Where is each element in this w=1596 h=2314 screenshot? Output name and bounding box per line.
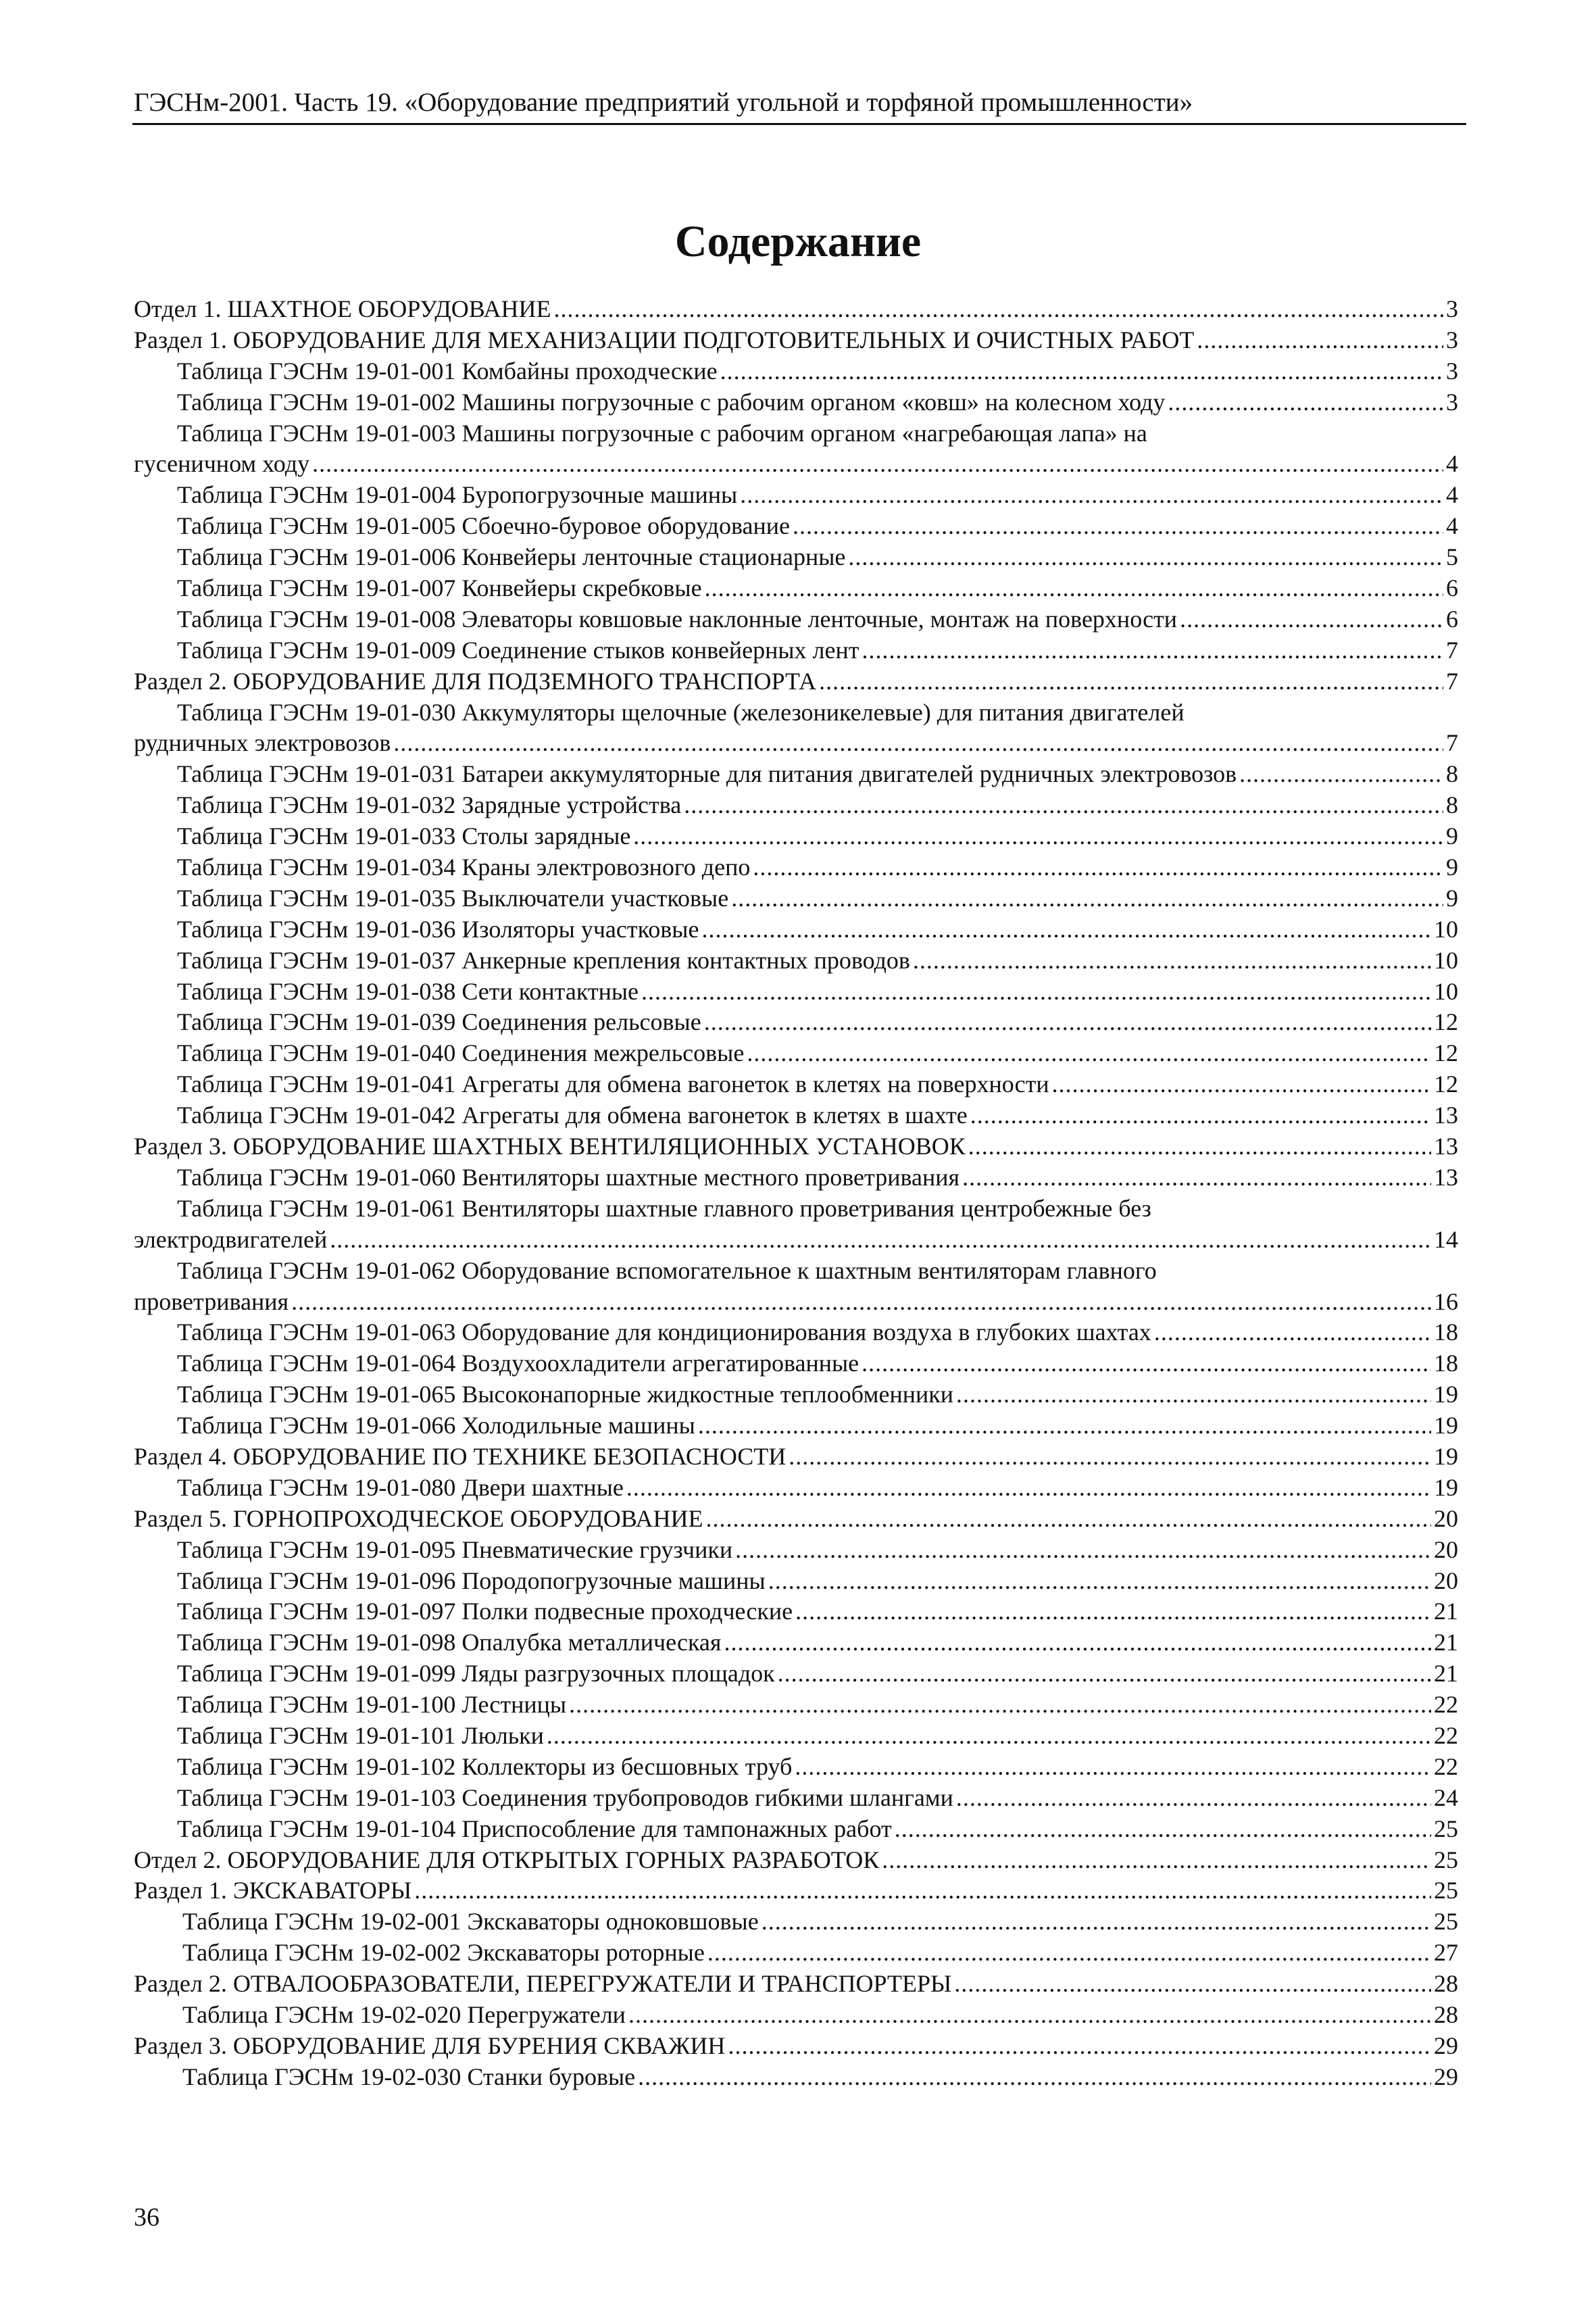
toc-entry (134, 2062, 1458, 2093)
toc-entry (134, 977, 1458, 1008)
toc-leader-dots (913, 945, 1431, 977)
toc-entry (134, 635, 1458, 666)
toc-leader-dots (707, 1938, 1431, 1969)
toc-entry (134, 573, 1458, 604)
toc-entry-page: 22 (1434, 1691, 1458, 1719)
toc-leader-dots (956, 1783, 1431, 1814)
toc-entry (134, 1658, 1458, 1690)
toc-entry-text: Таблица ГЭСНм 19-01-042 Агрегаты для обмена вагонеток в клетях в шахте (177, 1102, 968, 1129)
toc-leader-dots (819, 666, 1443, 697)
toc-leader-dots (393, 728, 1443, 759)
toc-entry-text: Таблица ГЭСНм 19-01-063 Оборудование для кондиционирования воздуха в глубоких шахтах (177, 1319, 1151, 1346)
toc-entry-page: 18 (1434, 1319, 1458, 1346)
toc-entry-page: 4 (1446, 450, 1458, 478)
toc-entry-text: Таблица ГЭСНм 19-01-030 Аккумуляторы щелочные (железоникелевые) для питания двигателей (177, 698, 1184, 726)
toc-entry (134, 542, 1458, 573)
toc-entry-page: 12 (1434, 1070, 1458, 1098)
toc-entry-text: Таблица ГЭСНм 19-01-038 Сети контактные (177, 977, 639, 1005)
toc-leader-dots (768, 1566, 1431, 1597)
toc-entry (134, 1162, 1458, 1193)
toc-entry-text: Таблица ГЭСНм 19-01-002 Машины погрузочные с рабочим органом «ковш» на колесном ходу (177, 388, 1166, 416)
toc-entry-text: Отдел 1. ШАХТНОЕ ОБОРУДОВАНИЕ (134, 295, 551, 322)
toc-entry (134, 697, 1458, 729)
toc-entry-text: Таблица ГЭСНм 19-01-004 Буропогрузочные машины (177, 481, 738, 509)
toc-entry-text: Таблица ГЭСНм 19-02-001 Экскаваторы одноковшовые (182, 1908, 759, 1936)
toc-entry-text: Раздел 3. ОБОРУДОВАНИЕ ДЛЯ БУРЕНИЯ СКВАЖИН (134, 2032, 726, 2059)
toc-entry (134, 1193, 1458, 1225)
toc-leader-dots (569, 1690, 1431, 1721)
toc-entry (134, 1225, 1458, 1256)
toc-entry-text: Раздел 1. ЭКСКАВАТОРЫ (134, 1877, 412, 1904)
toc-entry-text: Таблица ГЭСНм 19-01-104 Приспособление для тампонажных работ (177, 1815, 892, 1842)
toc-entry-text: Таблица ГЭСНм 19-01-033 Столы зарядные (177, 822, 631, 850)
toc-entry-text: Раздел 1. ОБОРУДОВАНИЕ ДЛЯ МЕХАНИЗАЦИИ ПОДГОТОВИТЕЛЬНЫХ И ОЧИСТНЫХ РАБОТ (134, 326, 1195, 353)
toc-entry-page: 3 (1446, 357, 1458, 385)
toc-entry (134, 1845, 1458, 1876)
toc-entry-page: 3 (1446, 295, 1458, 322)
toc-entry (134, 1379, 1458, 1410)
toc-entry-text: гусеничном ходу (134, 450, 310, 478)
toc-leader-dots (731, 883, 1443, 914)
table-of-contents (134, 294, 1458, 2093)
toc-entry (134, 449, 1458, 480)
toc-entry-page: 28 (1434, 2000, 1458, 2028)
toc-leader-dots (895, 1814, 1431, 1845)
toc-entry-text: Таблица ГЭСНм 19-01-035 Выключатели участковые (177, 884, 729, 912)
toc-entry (134, 1317, 1458, 1348)
toc-entry-page: 12 (1434, 1008, 1458, 1036)
toc-leader-dots (628, 2000, 1431, 2031)
toc-entry-text: Таблица ГЭСНм 19-01-008 Элеваторы ковшовые наклонные ленточные, монтаж на поверхности (177, 605, 1178, 633)
toc-entry-page: 9 (1446, 854, 1458, 881)
toc-entry-page: 25 (1434, 1877, 1458, 1904)
toc-entry-page: 13 (1434, 1102, 1458, 1129)
toc-entry-page: 25 (1434, 1846, 1458, 1873)
toc-entry (134, 1287, 1458, 1318)
toc-leader-dots (862, 635, 1444, 666)
toc-entry-text: Раздел 5. ГОРНОПРОХОДЧЕСКОЕ ОБОРУДОВАНИЕ (134, 1504, 703, 1532)
toc-entry (134, 852, 1458, 883)
toc-leader-dots (705, 573, 1443, 604)
toc-entry-page: 21 (1434, 1598, 1458, 1625)
toc-entry-text: Таблица ГЭСНм 19-01-032 Зарядные устройства (177, 791, 682, 819)
toc-entry-text: Таблица ГЭСНм 19-01-095 Пневматические грузчики (177, 1535, 733, 1563)
toc-entry-page: 4 (1446, 481, 1458, 509)
toc-entry-page: 29 (1434, 2063, 1458, 2090)
toc-entry-text: Таблица ГЭСНм 19-01-037 Анкерные крепления контактных проводов (177, 946, 910, 974)
toc-entry-page: 28 (1434, 1970, 1458, 1998)
toc-entry (134, 418, 1458, 449)
toc-entry-page: 21 (1434, 1660, 1458, 1688)
toc-entry (134, 480, 1458, 511)
toc-leader-dots (968, 1131, 1431, 1162)
toc-entry-text: Таблица ГЭСНм 19-01-009 Соединение стыков конвейерных лент (177, 636, 859, 664)
toc-entry-page: 19 (1434, 1473, 1458, 1501)
toc-leader-dots (312, 449, 1443, 480)
toc-leader-dots (553, 294, 1443, 325)
toc-leader-dots (724, 1627, 1431, 1658)
toc-entry-page: 13 (1434, 1133, 1458, 1160)
toc-entry-text: Таблица ГЭСНм 19-01-097 Полки подвесные проходческие (177, 1598, 793, 1625)
toc-entry-page: 25 (1434, 1908, 1458, 1936)
toc-entry-text: Таблица ГЭСНм 19-01-036 Изоляторы участковые (177, 915, 699, 943)
toc-entry-page: 22 (1434, 1752, 1458, 1780)
toc-leader-dots (641, 977, 1431, 1008)
toc-entry (134, 728, 1458, 759)
toc-leader-dots (1180, 604, 1443, 635)
toc-leader-dots (954, 1969, 1431, 2000)
toc-entry (134, 1038, 1458, 1069)
toc-entry (134, 1442, 1458, 1473)
toc-entry-text: Раздел 4. ОБОРУДОВАНИЕ ПО ТЕХНИКЕ БЕЗОПАСНОСТИ (134, 1442, 787, 1470)
toc-entry (134, 1783, 1458, 1814)
toc-leader-dots (698, 1410, 1431, 1442)
toc-entry-page: 20 (1434, 1535, 1458, 1563)
toc-entry-text: Таблица ГЭСНм 19-01-061 Вентиляторы шахтные главного проветривания центробежные без (177, 1194, 1151, 1222)
toc-entry-page: 10 (1434, 977, 1458, 1005)
toc-entry-page: 18 (1434, 1350, 1458, 1377)
toc-entry (134, 2000, 1458, 2031)
toc-entry-page: 7 (1446, 636, 1458, 664)
toc-entry (134, 1721, 1458, 1752)
toc-entry-text: Таблица ГЭСНм 19-01-096 Породопогрузочные машины (177, 1567, 766, 1594)
toc-leader-dots (1197, 325, 1443, 356)
toc-leader-dots (626, 1473, 1431, 1504)
toc-entry-text: Таблица ГЭСНм 19-01-065 Высоконапорные жидкостные теплообменники (177, 1381, 953, 1408)
toc-entry (134, 1348, 1458, 1379)
toc-leader-dots (970, 1100, 1431, 1131)
toc-entry-page: 7 (1446, 667, 1458, 695)
toc-entry (134, 1969, 1458, 2000)
toc-leader-dots (638, 2062, 1431, 2093)
toc-entry-text: Раздел 2. ОТВАЛООБРАЗОВАТЕЛИ, ПЕРЕГРУЖАТЕЛИ И ТРАНСПОРТЕРЫ (134, 1970, 952, 1998)
toc-entry (134, 666, 1458, 697)
toc-entry-text: Таблица ГЭСНм 19-01-034 Краны электровозного депо (177, 854, 751, 881)
toc-leader-dots (740, 480, 1443, 511)
toc-entry (134, 1690, 1458, 1721)
toc-entry-page: 10 (1434, 915, 1458, 943)
toc-entry (134, 325, 1458, 356)
toc-entry-text: Таблица ГЭСНм 19-01-101 Люльки (177, 1721, 544, 1749)
toc-entry-text: Таблица ГЭСНм 19-01-062 Оборудование вспомогательное к шахтным вентиляторам главного (177, 1256, 1157, 1284)
toc-entry (134, 294, 1458, 325)
toc-entry-page: 12 (1434, 1039, 1458, 1067)
toc-entry-page: 13 (1434, 1163, 1458, 1191)
toc-entry-text: Таблица ГЭСНм 19-01-103 Соединения трубопроводов гибкими шлангами (177, 1783, 953, 1811)
toc-entry-text: Таблица ГЭСНм 19-01-100 Лестницы (177, 1691, 567, 1719)
toc-entry-page: 9 (1446, 822, 1458, 850)
toc-entry-text: Таблица ГЭСНм 19-01-102 Коллекторы из бесшовных труб (177, 1752, 793, 1780)
toc-entry (134, 1627, 1458, 1658)
toc-leader-dots (882, 1845, 1431, 1876)
toc-entry (134, 1906, 1458, 1938)
toc-leader-dots (1168, 387, 1443, 418)
toc-entry (134, 1875, 1458, 1906)
toc-leader-dots (795, 1596, 1431, 1627)
toc-leader-dots (789, 1442, 1431, 1473)
toc-entry-page: 6 (1446, 574, 1458, 602)
toc-entry (134, 914, 1458, 945)
toc-entry (134, 387, 1458, 418)
toc-entry (134, 790, 1458, 821)
toc-entry (134, 1131, 1458, 1162)
toc-leader-dots (753, 852, 1443, 883)
running-header: ГЭСНм-2001. Часть 19. «Оборудование предприятий угольной и торфяной промышленности» (134, 88, 1193, 117)
toc-leader-dots (291, 1287, 1431, 1318)
toc-entry-text: Таблица ГЭСНм 19-01-066 Холодильные машины (177, 1412, 695, 1439)
toc-leader-dots (633, 821, 1443, 852)
toc-entry-text: Таблица ГЭСНм 19-01-006 Конвейеры ленточные стационарные (177, 543, 846, 571)
toc-leader-dots (414, 1875, 1431, 1906)
toc-entry-page: 24 (1434, 1783, 1458, 1811)
page-number: 36 (134, 2203, 159, 2232)
page-title: Содержание (674, 217, 922, 266)
toc-entry-page: 19 (1434, 1412, 1458, 1439)
toc-entry-text: рудничных электровозов (134, 729, 391, 757)
toc-entry-text: Отдел 2. ОБОРУДОВАНИЕ ДЛЯ ОТКРЫТЫХ ГОРНЫХ РАЗРАБОТОК (134, 1846, 880, 1873)
toc-entry-page: 8 (1446, 760, 1458, 788)
toc-entry (134, 1566, 1458, 1597)
toc-entry-page: 27 (1434, 1939, 1458, 1967)
toc-leader-dots (848, 542, 1443, 573)
toc-entry-page: 20 (1434, 1504, 1458, 1532)
toc-entry-page: 19 (1434, 1381, 1458, 1408)
toc-entry-text: Таблица ГЭСНм 19-02-020 Перегружатели (182, 2000, 626, 2028)
toc-entry-page: 22 (1434, 1721, 1458, 1749)
toc-entry-text: Таблица ГЭСНм 19-01-080 Двери шахтные (177, 1473, 624, 1501)
toc-entry-page: 29 (1434, 2032, 1458, 2059)
toc-entry (134, 2031, 1458, 2062)
toc-entry-text: Таблица ГЭСНм 19-02-030 Станки буровые (182, 2063, 636, 2090)
toc-leader-dots (684, 790, 1443, 821)
toc-entry-page: 7 (1446, 729, 1458, 757)
toc-entry (134, 821, 1458, 852)
toc-entry (134, 1596, 1458, 1627)
toc-entry-text: Таблица ГЭСНм 19-02-002 Экскаваторы роторные (182, 1939, 705, 1967)
toc-entry (134, 604, 1458, 635)
toc-entry (134, 1007, 1458, 1038)
toc-leader-dots (704, 1007, 1431, 1038)
toc-leader-dots (1052, 1069, 1431, 1100)
toc-entry-page: 6 (1446, 605, 1458, 633)
toc-entry (134, 759, 1458, 790)
toc-entry-text: Таблица ГЭСНм 19-01-039 Соединения рельсовые (177, 1008, 701, 1036)
toc-entry (134, 1814, 1458, 1845)
toc-leader-dots (706, 1504, 1431, 1535)
toc-entry-text: Таблица ГЭСНм 19-01-007 Конвейеры скребковые (177, 574, 702, 602)
toc-entry-page: 8 (1446, 791, 1458, 819)
toc-entry-page: 3 (1446, 326, 1458, 353)
toc-entry-page: 25 (1434, 1815, 1458, 1842)
toc-entry-page: 4 (1446, 512, 1458, 540)
toc-entry-text: Раздел 3. ОБОРУДОВАНИЕ ШАХТНЫХ ВЕНТИЛЯЦИОННЫХ УСТАНОВОК (134, 1133, 966, 1160)
toc-entry (134, 1473, 1458, 1504)
toc-entry-text: Таблица ГЭСНм 19-01-099 Ляды разгрузочных площадок (177, 1660, 775, 1688)
toc-entry (134, 511, 1458, 542)
toc-entry (134, 1752, 1458, 1783)
toc-entry (134, 1504, 1458, 1535)
toc-leader-dots (701, 914, 1431, 945)
toc-entry (134, 1938, 1458, 1969)
toc-entry (134, 1256, 1458, 1287)
toc-entry (134, 1100, 1458, 1131)
toc-entry-text: Таблица ГЭСНм 19-01-005 Сбоечно-буровое оборудование (177, 512, 790, 540)
toc-entry-text: Таблица ГЭСНм 19-01-003 Машины погрузочные с рабочим органом «нагребающая лапа» на (177, 419, 1147, 447)
toc-entry-page: 21 (1434, 1629, 1458, 1656)
toc-leader-dots (330, 1225, 1431, 1256)
toc-entry-page: 5 (1446, 543, 1458, 571)
toc-leader-dots (720, 356, 1443, 387)
toc-entry-text: Таблица ГЭСНм 19-01-098 Опалубка металлическая (177, 1629, 722, 1656)
toc-entry (134, 1069, 1458, 1100)
toc-entry-page: 20 (1434, 1567, 1458, 1594)
toc-leader-dots (862, 1348, 1431, 1379)
toc-entry-page: 19 (1434, 1442, 1458, 1470)
toc-leader-dots (795, 1752, 1431, 1783)
toc-entry-text: Таблица ГЭСНм 19-01-064 Воздухоохладители агрегатированные (177, 1350, 859, 1377)
toc-entry-text: Таблица ГЭСНм 19-01-060 Вентиляторы шахтные местного проветривания (177, 1163, 960, 1191)
toc-entry (134, 1535, 1458, 1566)
toc-leader-dots (747, 1038, 1431, 1069)
toc-leader-dots (962, 1162, 1431, 1193)
toc-entry-page: 9 (1446, 884, 1458, 912)
toc-leader-dots (735, 1535, 1431, 1566)
toc-entry-page: 14 (1434, 1225, 1458, 1253)
toc-entry (134, 356, 1458, 387)
toc-entry-text: проветривания (134, 1287, 289, 1315)
toc-entry-page: 16 (1434, 1287, 1458, 1315)
toc-entry (134, 1410, 1458, 1442)
toc-leader-dots (956, 1379, 1431, 1410)
toc-leader-dots (1239, 759, 1443, 790)
toc-entry-text: электродвигателей (134, 1225, 328, 1253)
toc-entry-text: Раздел 2. ОБОРУДОВАНИЕ ДЛЯ ПОДЗЕМНОГО ТРАНСПОРТА (134, 667, 817, 695)
toc-leader-dots (793, 511, 1443, 542)
toc-leader-dots (762, 1906, 1431, 1938)
toc-leader-dots (547, 1721, 1431, 1752)
toc-leader-dots (728, 2031, 1431, 2062)
toc-leader-dots (778, 1658, 1431, 1690)
toc-leader-dots (1154, 1317, 1431, 1348)
header-rule (132, 123, 1466, 125)
toc-entry-page: 3 (1446, 388, 1458, 416)
toc-entry-text: Таблица ГЭСНм 19-01-001 Комбайны проходческие (177, 357, 718, 385)
toc-entry-text: Таблица ГЭСНм 19-01-041 Агрегаты для обмена вагонеток в клетях на поверхности (177, 1070, 1049, 1098)
toc-entry (134, 883, 1458, 914)
toc-entry-text: Таблица ГЭСНм 19-01-040 Соединения межрельсовые (177, 1039, 745, 1067)
toc-entry-text: Таблица ГЭСНм 19-01-031 Батареи аккумуляторные для питания двигателей рудничных электровозов (177, 760, 1237, 788)
toc-entry (134, 945, 1458, 977)
toc-entry-page: 10 (1434, 946, 1458, 974)
